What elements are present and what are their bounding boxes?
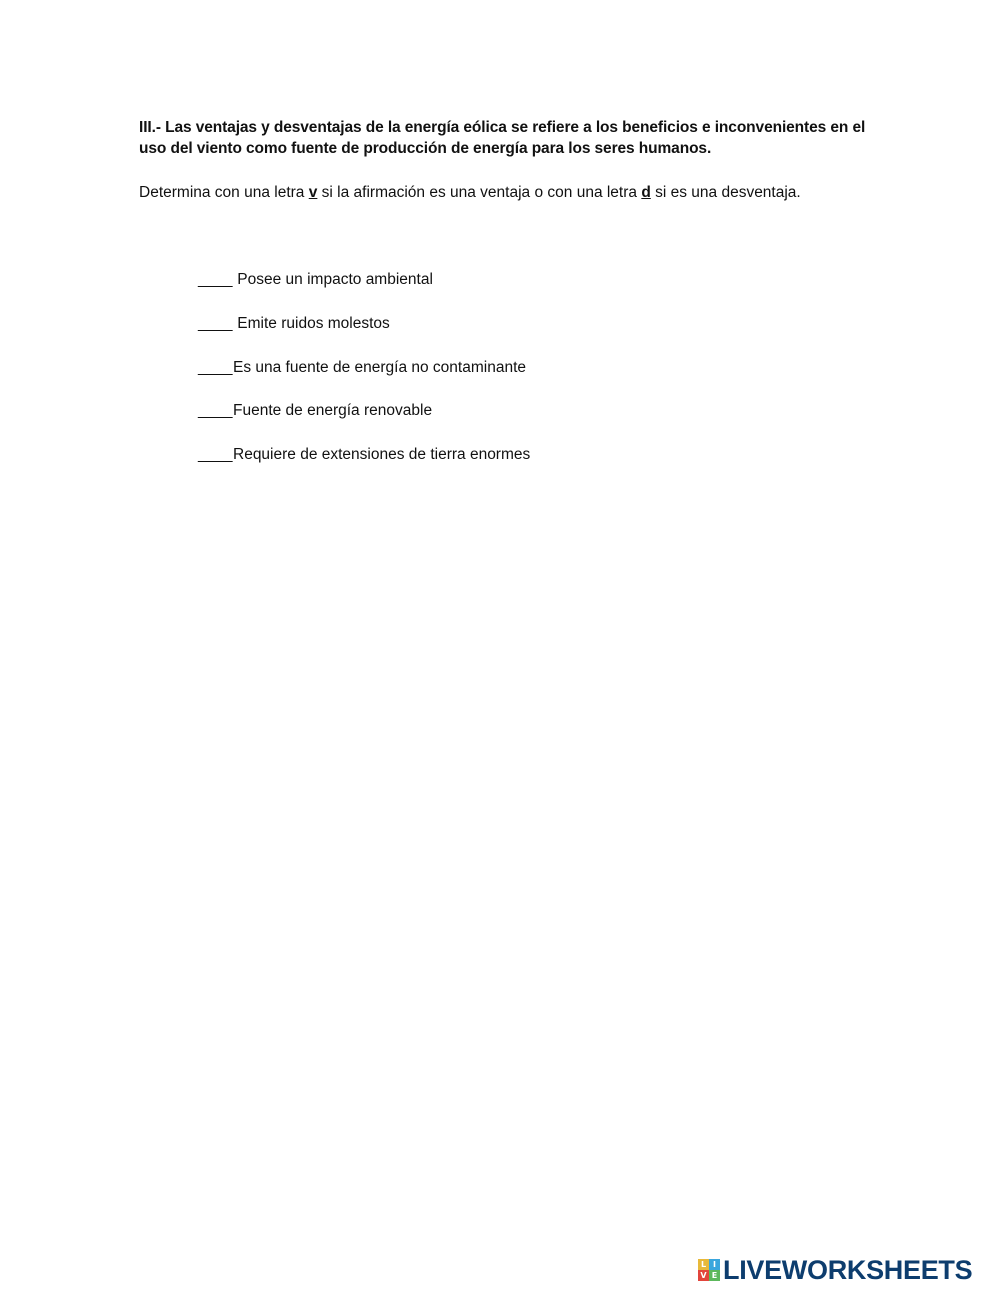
statement-text: Requiere de extensiones de tierra enormes [233, 446, 531, 464]
key-letter-v: v [308, 184, 318, 201]
statement-text: Posee un impacto ambiental [233, 271, 433, 288]
logo-text: LIVEWORKSHEETS [723, 1255, 973, 1285]
badge-letter: I [709, 1259, 720, 1270]
section-heading: III.- Las ventajas y desventajas de la energía eólica se refiere a los beneficios e inconvenientes en el uso del viento como fuente de producción de energía para los seres humanos. [139, 119, 866, 157]
answer-blank[interactable]: ____ [198, 271, 233, 288]
key-letter-d: d [641, 184, 651, 201]
statement-item [198, 270, 530, 290]
instruction-part-1: Determina con una letra [139, 184, 309, 201]
statement-item [198, 445, 530, 465]
badge-letter: V [698, 1270, 709, 1281]
instruction-part-2: si la afirmación es una ventaja o con una letra [317, 184, 642, 201]
answer-blank[interactable]: ____ [198, 402, 233, 420]
badge-letter: E [709, 1270, 720, 1281]
instruction-part-3: si es una desventaja. [650, 184, 801, 201]
statement-text: Fuente de energía renovable [233, 402, 433, 420]
answer-blank[interactable]: ____ [198, 358, 233, 376]
statement-item [198, 314, 530, 334]
answer-blank[interactable]: ____ [198, 314, 233, 332]
statement-item [198, 358, 530, 378]
instruction-text [139, 183, 899, 203]
statement-item [198, 401, 530, 421]
answer-blank[interactable]: ____ [198, 446, 233, 464]
statement-text: Es una fuente de energía no contaminante [233, 358, 526, 376]
badge-letter: L [698, 1259, 709, 1270]
statement-text: Emite ruidos molestos [233, 314, 390, 332]
liveworksheets-logo[interactable] [698, 1255, 972, 1285]
statement-list [198, 270, 530, 489]
logo-badge-icon [698, 1259, 720, 1281]
